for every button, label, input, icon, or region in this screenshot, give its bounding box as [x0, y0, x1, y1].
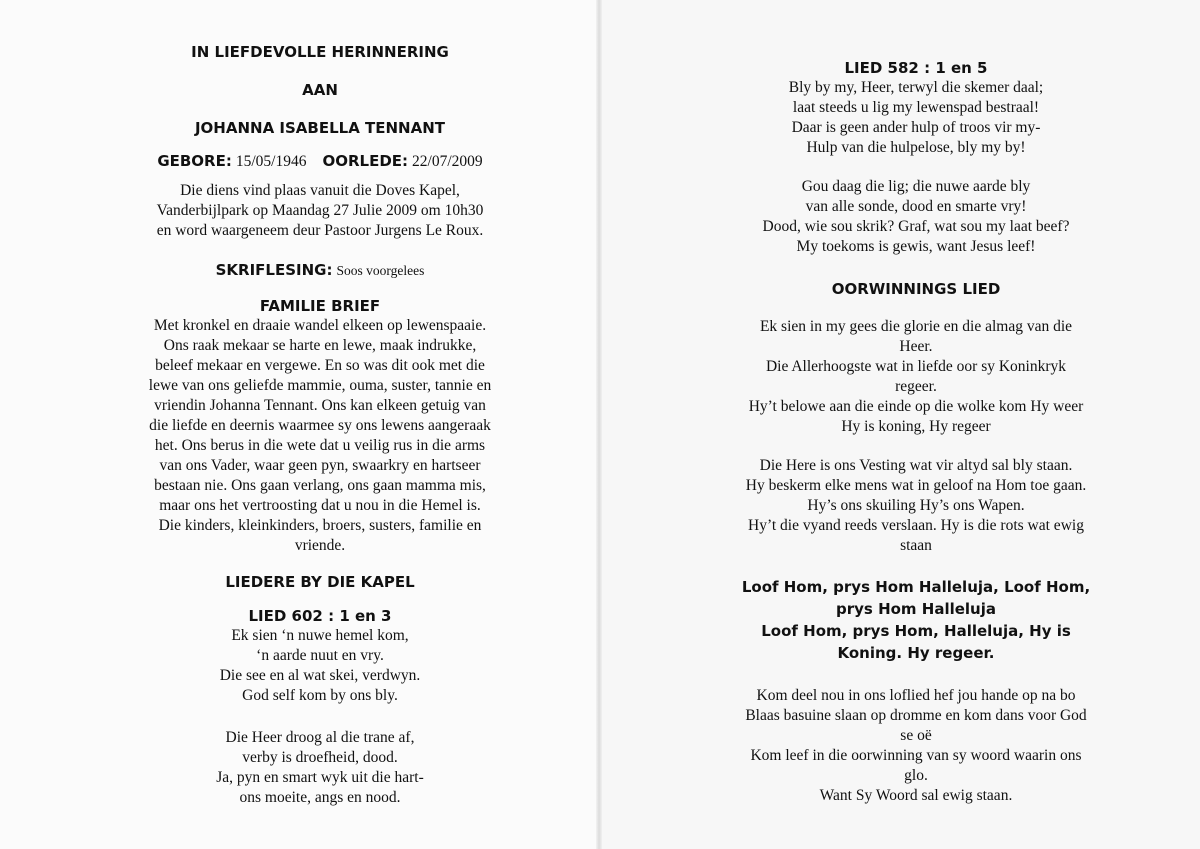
verse-line: Hy is koning, Hy regeer [841, 418, 991, 435]
left-column [110, 42, 530, 808]
letter-line: maar ons het vertroosting dat u nou in die Hemel is. [159, 497, 481, 514]
victory-verse-3 [716, 686, 1116, 806]
verse-line: My toekoms is gewis, want Jesus leef! [796, 238, 1036, 255]
verse-line: staan [900, 537, 932, 554]
verse-line: Heer. [899, 338, 933, 355]
letter-line: het. Ons berus in die wete dat u veilig rus in die arms [154, 437, 486, 454]
letter-line: vriendin Johanna Tennant. Ons kan elkeen getuig van [154, 397, 486, 414]
verse-line: van alle sonde, dood en smarte vry! [805, 198, 1027, 215]
hymn-602-verse-1 [110, 626, 530, 706]
verse-line: regeer. [895, 378, 937, 395]
verse-line: Kom leef in die oorwinning van sy woord waarin ons [750, 747, 1082, 764]
family-letter-title: FAMILIE BRIEF [259, 297, 381, 315]
service-line: Vanderbijlpark op Maandag 27 Julie 2009 om 10h30 [156, 202, 484, 219]
verse-line: Want Sy Woord sal ewig staan. [819, 787, 1013, 804]
verse-line: Dood, wie sou skrik? Graf, wat sou my laat beef? [762, 218, 1070, 235]
verse-line: Bly by my, Heer, terwyl die skemer daal; [788, 79, 1044, 96]
verse-line: Hy beskerm elke mens wat in geloof na Hom toe gaan. [745, 477, 1087, 494]
verse-line: glo. [904, 767, 928, 784]
dates-line [110, 152, 530, 171]
letter-line: Die kinders, kleinkinders, broers, susters, familie en [158, 517, 482, 534]
verse-line: laat steeds u lig my lewenspad bestraal! [792, 99, 1040, 116]
died-date: 22/07/2009 [412, 153, 483, 170]
verse-line: Die Allerhoogste wat in liefde oor sy Koninkryk [765, 358, 1067, 375]
letter-line: vriende. [294, 537, 346, 554]
verse-line: Hy’s ons skuiling Hy’s ons Wapen. [807, 497, 1025, 514]
hymn-582-verse-2 [716, 177, 1116, 257]
service-info [110, 181, 530, 241]
verse-line: Hy’t die vyand reeds verslaan. Hy is die rots wat ewig [748, 517, 1084, 534]
letter-line: beleef mekaar en vergewe. En so was dit ook met die [155, 357, 485, 374]
right-column [716, 58, 1116, 806]
verse-line: Blaas basuine slaan op dromme en kom dans voor God [745, 707, 1087, 724]
verse-line: Kom deel nou in ons loflied hef jou hande op na bo [756, 687, 1076, 704]
chorus-line: Koning. Hy regeer. [837, 644, 995, 662]
verse-line: Ek sien ‘n nuwe hemel kom, [231, 627, 409, 644]
verse-line: Hy’t belowe aan die einde op die wolke kom Hy weer [748, 398, 1084, 415]
letter-line: lewe van ons geliefde mammie, ouma, suster, tannie en [148, 377, 492, 394]
chorus-line: prys Hom Halleluja [836, 600, 996, 618]
verse-line: Die see en al wat skei, verdwyn. [219, 667, 421, 684]
born-date: 15/05/1946 [235, 153, 307, 170]
letter-line: van ons Vader, waar geen pyn, swaarkry en hartseer [159, 457, 481, 474]
verse-line: Gou daag die lig; die nuwe aarde bly [801, 178, 1031, 195]
service-line: en word waargeneem deur Pastoor Jurgens Le Roux. [156, 222, 484, 239]
chorus-line: Loof Hom, prys Hom Halleluja, Loof Hom, [741, 578, 1091, 596]
verse-line: Hulp van die hulpelose, bly my by! [806, 139, 1026, 156]
scripture-line [110, 261, 530, 280]
chorus [716, 576, 1116, 664]
verse-line: verby is droefheid, dood. [242, 749, 398, 766]
heading-memory: IN LIEFDEVOLLE HERINNERING [191, 43, 449, 61]
victory-verse-2 [716, 456, 1116, 556]
chorus-line: Loof Hom, prys Hom, Halleluja, Hy is [761, 622, 1071, 640]
songs-title: LIEDERE BY DIE KAPEL [225, 573, 415, 591]
verse-line: Ja, pyn en smart wyk uit die hart- [216, 769, 424, 786]
letter-line: Met kronkel en draaie wandel elkeen op lewenspaaie. [153, 317, 487, 334]
verse-line: se oë [900, 727, 932, 744]
victory-verse-1 [716, 317, 1116, 437]
letter-line: die liefde en deernis waarmee sy ons lewens aangeraak [149, 417, 491, 434]
letter-line: Ons raak mekaar se harte en lewe, maak indrukke, [163, 337, 477, 354]
verse-line: God self kom by ons bly. [242, 687, 398, 704]
born-label: GEBORE: [157, 152, 232, 170]
verse-line: Ek sien in my gees die glorie en die almag van die [759, 318, 1073, 335]
hymn-602-verse-2 [110, 728, 530, 808]
victory-song-title: OORWINNINGS LIED [831, 280, 1001, 298]
died-label: OORLEDE: [322, 152, 409, 170]
verse-line: Daar is geen ander hulp of troos vir my- [791, 119, 1041, 136]
scripture-label: SKRIFLESING: [215, 261, 333, 279]
verse-line: ons moeite, angs en nood. [239, 789, 401, 806]
hymn-582-verse-1 [716, 78, 1116, 158]
page-fold [596, 0, 602, 849]
hymn-602-title: LIED 602 : 1 en 3 [248, 607, 392, 625]
verse-line: Die Heer droog al die trane af, [225, 729, 415, 746]
heading-to: AAN [302, 81, 338, 99]
scripture-value: Soos voorgelees [336, 263, 425, 278]
verse-line: Die Here is ons Vesting wat vir altyd sal bly staan. [759, 457, 1073, 474]
verse-line: ‘n aarde nuut en vry. [256, 647, 384, 664]
service-line: Die diens vind plaas vanuit die Doves Kapel, [180, 182, 460, 199]
family-letter [110, 316, 530, 556]
deceased-name: JOHANNA ISABELLA TENNANT [194, 119, 446, 137]
letter-line: bestaan nie. Ons gaan verlang, ons gaan mamma mis, [154, 477, 486, 494]
hymn-582-title: LIED 582 : 1 en 5 [844, 59, 988, 77]
